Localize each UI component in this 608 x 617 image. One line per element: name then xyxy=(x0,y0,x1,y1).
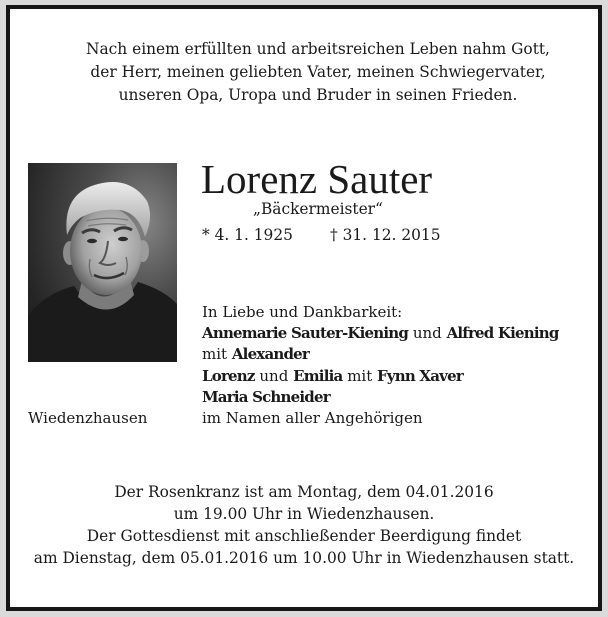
place-name: Wiedenzhausen xyxy=(28,409,148,427)
connector-text: mit xyxy=(202,345,232,364)
service-line: Der Gottesdienst mit anschließender Beerdigung findet xyxy=(86,527,522,545)
intro-line: unseren Opa, Uropa und Bruder in seinen Frieden. xyxy=(118,86,518,104)
connector-text: und xyxy=(408,324,447,343)
mourner-name: Emilia xyxy=(293,366,343,385)
mourner-line xyxy=(202,387,559,408)
mourner-line xyxy=(202,344,559,365)
mourner-name: Fynn Xaver xyxy=(377,366,463,385)
mourners-greeting: In Liebe und Dankbarkeit: xyxy=(202,303,403,321)
mourner-line xyxy=(202,366,559,387)
connector-text: mit xyxy=(342,366,378,385)
mourners-closing: im Namen aller Angehörigen xyxy=(202,409,423,428)
deceased-profession: „Bäckermeister“ xyxy=(253,200,383,218)
mourner-name: Lorenz xyxy=(202,366,255,385)
mourners-block xyxy=(202,302,559,429)
mourner-name: Maria Schneider xyxy=(202,387,330,406)
portrait-right-eye xyxy=(118,237,128,241)
death-date: † 31. 12. 2015 xyxy=(330,226,441,244)
mourner-name: Alfred Kiening xyxy=(446,324,559,343)
mourner-name: Alexander xyxy=(231,345,310,364)
service-line: um 19.00 Uhr in Wiedenzhausen. xyxy=(173,505,435,523)
mourner-name: Annemarie Sauter-Kiening xyxy=(202,324,409,343)
mourner-line xyxy=(202,323,559,344)
intro-text xyxy=(40,38,596,107)
service-line: Der Rosenkranz ist am Montag, dem 04.01.2016 xyxy=(114,483,494,501)
service-line: am Dienstag, dem 05.01.2016 um 10.00 Uhr in Wiedenzhausen statt. xyxy=(33,549,575,567)
portrait-left-eye xyxy=(87,239,97,243)
birth-date: * 4. 1. 1925 xyxy=(202,226,293,244)
service-details xyxy=(0,481,608,569)
intro-line: Nach einem erfüllten und arbeitsreichen Leben nahm Gott, xyxy=(86,40,550,58)
connector-text: und xyxy=(254,366,294,385)
intro-line: der Herr, meinen geliebten Vater, meinen Schwiegervater, xyxy=(90,63,546,81)
deceased-name: Lorenz Sauter xyxy=(201,156,433,202)
portrait-photo xyxy=(28,163,177,362)
